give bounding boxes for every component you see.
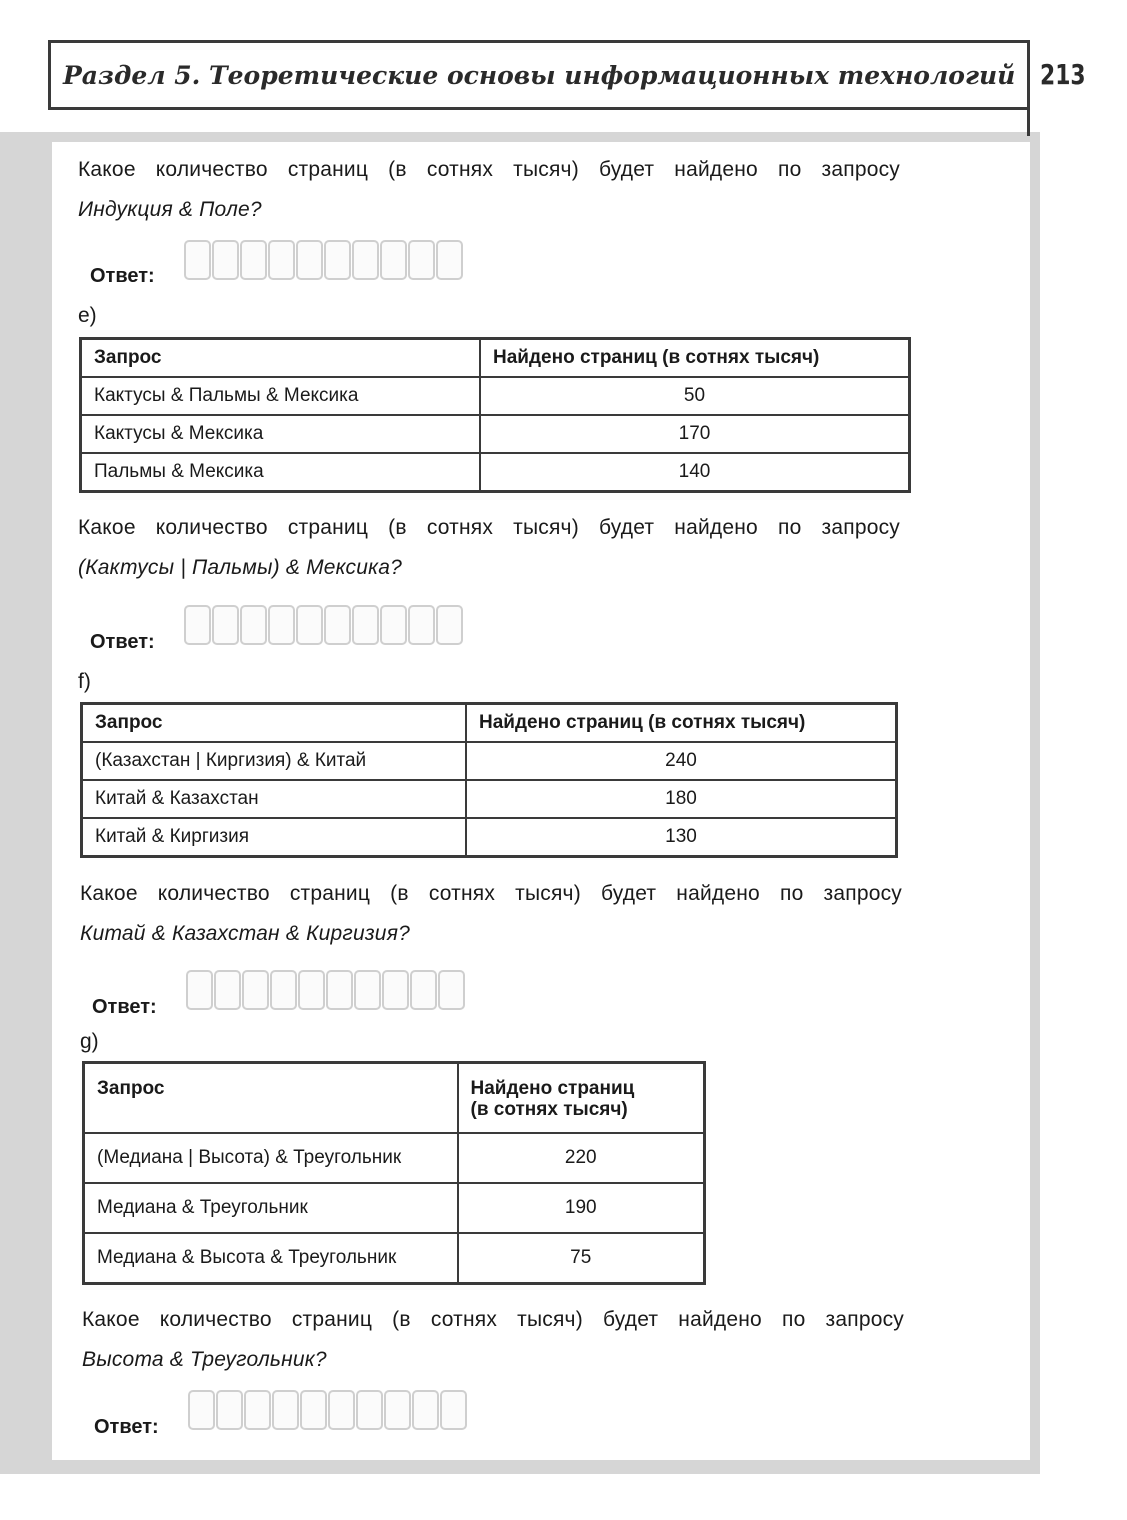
answer-boxes-d[interactable] bbox=[184, 240, 463, 280]
table-row: Медиана & Треугольник 190 bbox=[84, 1183, 705, 1233]
table-row: Пальмы & Мексика 140 bbox=[81, 453, 910, 492]
section-header bbox=[48, 40, 1030, 110]
answer-boxes-f[interactable] bbox=[186, 970, 465, 1010]
answer-label-f: Ответ: bbox=[92, 996, 157, 1018]
table-f bbox=[80, 702, 898, 858]
table-g bbox=[82, 1061, 706, 1285]
answer-boxes-g[interactable] bbox=[188, 1390, 467, 1430]
answer-label-e: Ответ: bbox=[90, 631, 155, 653]
column-header-found: Найдено страниц (в сотнях тысяч) bbox=[466, 704, 897, 743]
table-row: Кактусы & Мексика 170 bbox=[81, 415, 910, 453]
answer-label-g: Ответ: bbox=[94, 1416, 159, 1438]
table-row: Медиана & Высота & Треугольник 75 bbox=[84, 1233, 705, 1284]
table-row: Китай & Казахстан 180 bbox=[82, 780, 897, 818]
table-row: Кактусы & Пальмы & Мексика 50 bbox=[81, 377, 910, 415]
table-row: (Медиана | Высота) & Треугольник 220 bbox=[84, 1133, 705, 1183]
question-e: Какое количество страниц (в сотнях тысяч) будет найдено по запросу (Кактусы | Пальмы) & Мексика? bbox=[78, 516, 900, 579]
table-row: Китай & Киргизия 130 bbox=[82, 818, 897, 857]
question-g: Какое количество страниц (в сотнях тысяч) будет найдено по запросу Высота & Треугольник? bbox=[82, 1308, 904, 1371]
table-row: (Казахстан | Киргизия) & Китай 240 bbox=[82, 742, 897, 780]
column-header-query: Запрос bbox=[84, 1063, 458, 1133]
worksheet-content bbox=[52, 142, 1030, 1460]
question-d: Какое количество страниц (в сотнях тысяч) будет найдено по запросу Индукция & Поле? bbox=[78, 158, 900, 221]
task-letter-e: e) bbox=[78, 304, 97, 327]
column-header-found: Найдено страниц (в сотнях тысяч) bbox=[480, 339, 910, 378]
question-f: Какое количество страниц (в сотнях тысяч) будет найдено по запросу Китай & Казахстан & Киргизия? bbox=[80, 882, 902, 945]
answer-label-d: Ответ: bbox=[90, 265, 155, 287]
answer-boxes-e[interactable] bbox=[184, 605, 463, 645]
column-header-found: Найдено страниц (в сотнях тысяч) bbox=[458, 1063, 705, 1133]
column-header-query: Запрос bbox=[82, 704, 467, 743]
column-header-query: Запрос bbox=[81, 339, 481, 378]
table-e bbox=[79, 337, 911, 493]
task-letter-g: g) bbox=[80, 1030, 99, 1053]
task-letter-f: f) bbox=[78, 670, 91, 693]
section-title: Раздел 5. Теоретические основы информационных технологий bbox=[63, 61, 1016, 90]
page-number: 213 bbox=[1040, 58, 1086, 91]
